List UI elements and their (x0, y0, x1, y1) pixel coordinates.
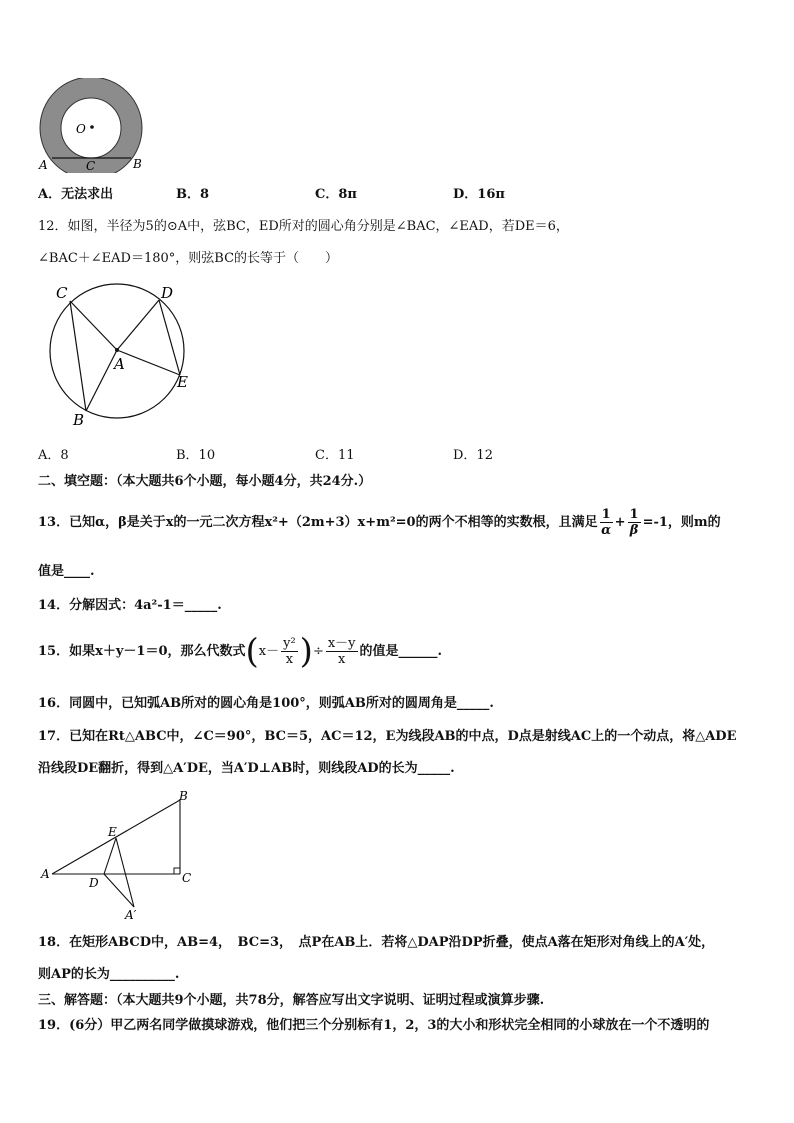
q12-label-a: A (114, 355, 125, 373)
section3-heading: 三、解答题：（本大题共9个小题，共78分，解答应写出文字说明、证明过程或演算步骤. (38, 993, 545, 1008)
annulus-figure (30, 78, 150, 173)
q14-line: 14．分解因式：4a²-1＝_____. (38, 598, 222, 613)
q12-option-b: B．10 (176, 448, 216, 463)
q12-label-e: E (177, 373, 188, 391)
q18-line2: 则AP的长为__________. (38, 967, 180, 982)
q17-figure (38, 788, 208, 923)
q12-option-d: D．12 (453, 448, 493, 463)
q17-line2: 沿线段DE翻折，得到△A′DE，当A′D⊥AB时，则线段AD的长为_____. (38, 761, 455, 776)
q15-suffix: 的值是______. (359, 644, 443, 659)
q17-label-a-prime: A′ (125, 908, 137, 922)
q13-text-part1: 13．已知α，β是关于x的一元二次方程x²+（2m+3）x+m²=0的两个不相等的实数根，且满足 (38, 515, 598, 530)
q11-option-c: C．8π (315, 187, 357, 202)
q12-figure (40, 278, 200, 428)
q13-fraction-2 (628, 507, 641, 538)
q11-option-b: B．8 (176, 187, 210, 202)
q15-prefix: 15．如果x＋y－1＝0，那么代数式 (38, 644, 246, 659)
q13-frac2-den: β (629, 523, 639, 538)
q13-frac2-num: 1 (629, 507, 639, 522)
q15-fraction-2 (326, 636, 358, 667)
q15-x: x－ (258, 644, 280, 659)
q15-div: ÷ (312, 644, 324, 659)
q18-line1: 18．在矩形ABCD中，AB=4， BC=3， 点P在AB上．若将△DAP沿DP折叠，使点A落在矩形对角线上的A′处， (38, 935, 715, 950)
q13-frac1-num: 1 (601, 507, 611, 522)
q13-fraction-1 (600, 507, 613, 538)
q15-frac2-den: x (338, 652, 346, 667)
q11-option-a: A．无法求出 (38, 187, 114, 202)
q12-option-c: C．11 (315, 448, 355, 463)
q17-label-b: B (179, 789, 188, 803)
q13-text-part2: =-1，则m的 (642, 515, 721, 530)
q15-frac2-num: x－y (327, 636, 356, 651)
q12-label-c: C (56, 284, 68, 302)
q13-plus: + (614, 515, 626, 530)
q12-label-b: B (73, 411, 85, 428)
q12-option-a: A．8 (38, 448, 69, 463)
q17-label-d: D (89, 876, 99, 890)
q12-line1: 12．如图，半径为5的⊙A中，弦BC，ED所对的圆心角分别是∠BAC，∠EAD，若DE＝6， (38, 219, 569, 234)
annulus-label-o: O (76, 122, 86, 136)
section2-heading: 二、填空题：（本大题共6个小题，每小题4分，共24分.） (38, 474, 372, 489)
q17-line1: 17．已知在Rt△ABC中，∠C＝90°，BC＝5，AC＝12，E为线段AB的中点，D点是射线AC上的一个动点，将△ADE (38, 729, 737, 744)
q15-frac1-den: x (285, 652, 294, 667)
q19-line: 19．(6分）甲乙两名同学做摸球游戏，他们把三个分别标有1，2，3的大小和形状完全相同的小球放在一个不透明的 (38, 1018, 710, 1033)
q12-label-d: D (161, 284, 174, 302)
q17-label-e: E (108, 825, 117, 839)
q13-frac1-den: α (601, 523, 612, 538)
q17-label-a: A (41, 867, 50, 881)
q15-frac1-num: y² (283, 636, 296, 651)
q11-option-d: D．16π (453, 187, 505, 202)
q12-line2: ∠BAC＋∠EAD＝180°，则弦BC的长等于（ ） (38, 251, 339, 266)
q16-line: 16．同圆中，已知弧AB所对的圆心角是100°，则弧AB所对的圆周角是_____. (38, 696, 494, 711)
annulus-label-a: A (39, 158, 48, 172)
q17-label-c: C (182, 871, 192, 885)
q13-line1 (38, 506, 721, 540)
q13-line2: 值是____. (38, 564, 95, 579)
q15-line: 15．如果x＋y－1＝0，那么代数式(x－ $\frac{\text{y²}}{x}$ )÷ $\frac{x-y}{x}$ 的值是______. (38, 631, 443, 672)
annulus-label-c: C (86, 159, 96, 173)
q15-fraction-1 (281, 636, 298, 667)
annulus-label-b: B (133, 157, 142, 171)
